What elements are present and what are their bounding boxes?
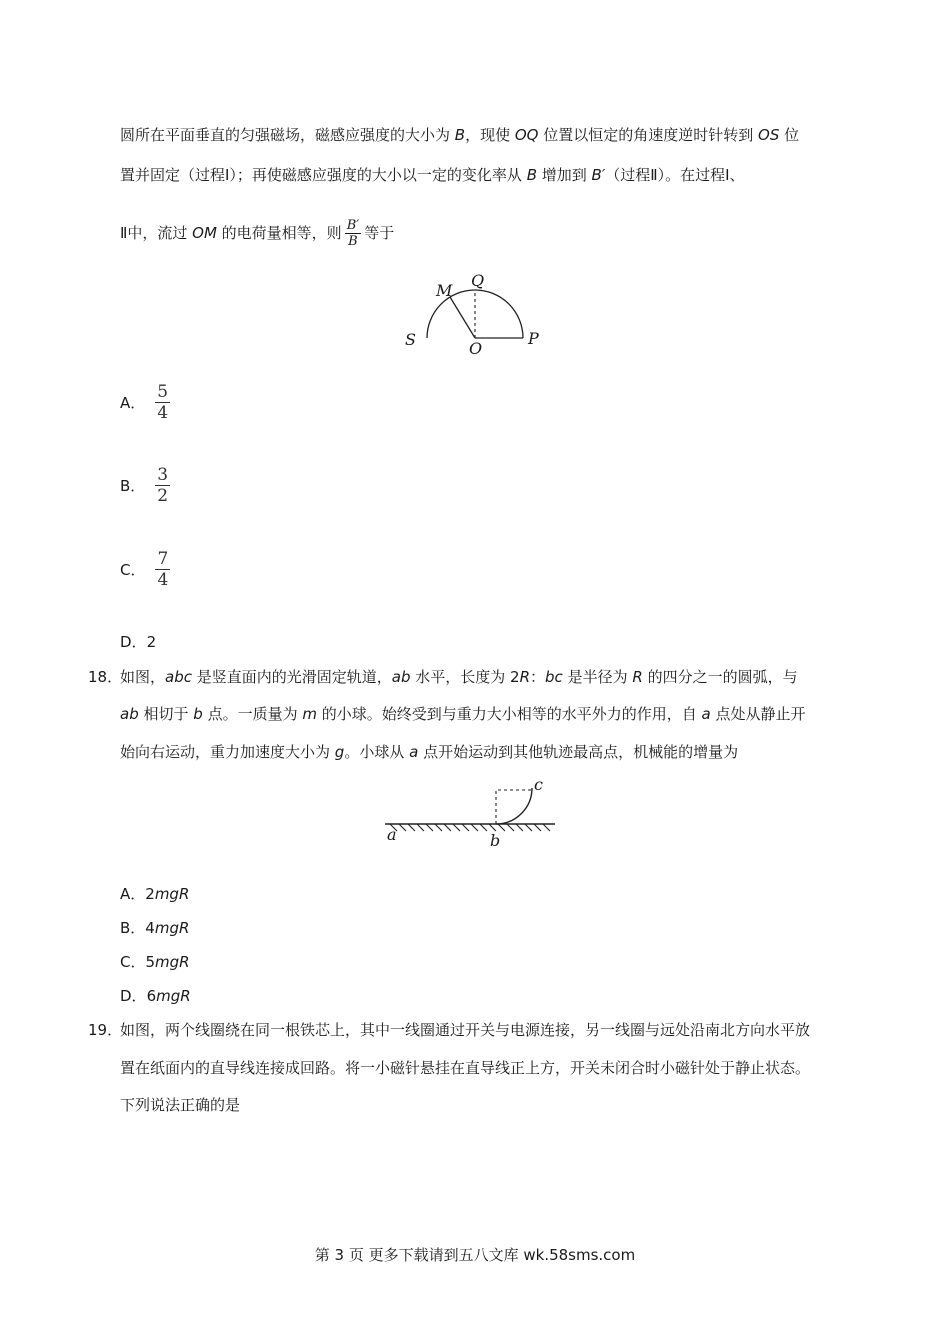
q17-option-d[interactable]: D．2 xyxy=(120,633,157,651)
q19-line-1: 如图，两个线圈绕在同一根铁芯上，其中一线圈通过开关与电源连接，另一线圈与远处沿南北方向水平放 xyxy=(120,1021,811,1039)
label-m: M xyxy=(436,281,453,300)
quarter-arc-bc xyxy=(496,788,532,824)
label-b: b xyxy=(490,831,501,850)
ratio-fraction: $\frac{B'}{B}$ xyxy=(346,218,360,249)
q18-line-1: 如图，abc 是竖直面内的光滑固定轨道，ab 水平，长度为 2R：bc 是半径为 R 的四分之一的圆弧，与 xyxy=(120,668,798,686)
q18-option-c[interactable]: C．5mgR xyxy=(120,953,190,971)
label-s: S xyxy=(405,330,416,349)
q17-option-b[interactable]: B． $\frac{3}{2}$ xyxy=(120,465,169,506)
q19-number: 19． xyxy=(88,1021,123,1039)
q18-line-2: ab 相切于 b 点。一质量为 m 的小球。始终受到与重力大小相等的水平外力的作用，自 a 点处从静止开 xyxy=(120,705,806,723)
label-a: a xyxy=(387,825,397,844)
page-footer: 第 3 页 更多下载请到五八文库 wk.58sms.com xyxy=(314,1246,636,1264)
q19-line-2: 置在纸面内的直导线连接成回路。将一小磁针悬挂在直导线正上方，开关未闭合时小磁针处于静止状态。 xyxy=(120,1059,811,1077)
q18-option-a[interactable]: A．2mgR xyxy=(120,885,190,903)
q17-line-1: 圆所在平面垂直的匀强磁场，磁感应强度的大小为 B，现使 OQ 位置以恒定的角速度逆时针转到 OS 位 xyxy=(120,126,800,144)
semicircle-figure xyxy=(400,270,550,362)
label-q: Q xyxy=(471,271,485,290)
q18-option-d[interactable]: D．6mgR xyxy=(120,987,191,1005)
q17-line-2: 置并固定（过程Ⅰ）；再使磁感应强度的大小以一定的变化率从 B 增加到 B′（过程Ⅱ）。在过程Ⅰ、 xyxy=(120,166,745,184)
q19-line-3: 下列说法正确的是 xyxy=(120,1096,241,1114)
q18-line-3: 始向右运动，重力加速度大小为 g。小球从 a 点开始运动到其他轨迹最高点，机械能的增量为 xyxy=(120,743,739,761)
track-figure xyxy=(380,772,565,852)
ground-hatching xyxy=(385,824,555,831)
radius-om xyxy=(450,297,475,338)
q17-option-c[interactable]: C． $\frac{7}{4}$ xyxy=(120,549,169,590)
label-c: c xyxy=(534,775,543,794)
q17-line-3: Ⅱ中，流过 OM 的电荷量相等，则 $\frac{B'}{B}$ 等于 xyxy=(120,218,395,249)
q17-option-a[interactable]: A． $\frac{5}{4}$ xyxy=(120,382,169,423)
q18-option-b[interactable]: B．4mgR xyxy=(120,919,190,937)
label-p: P xyxy=(528,329,539,348)
label-o: O xyxy=(469,339,483,358)
q18-number: 18． xyxy=(88,668,123,686)
